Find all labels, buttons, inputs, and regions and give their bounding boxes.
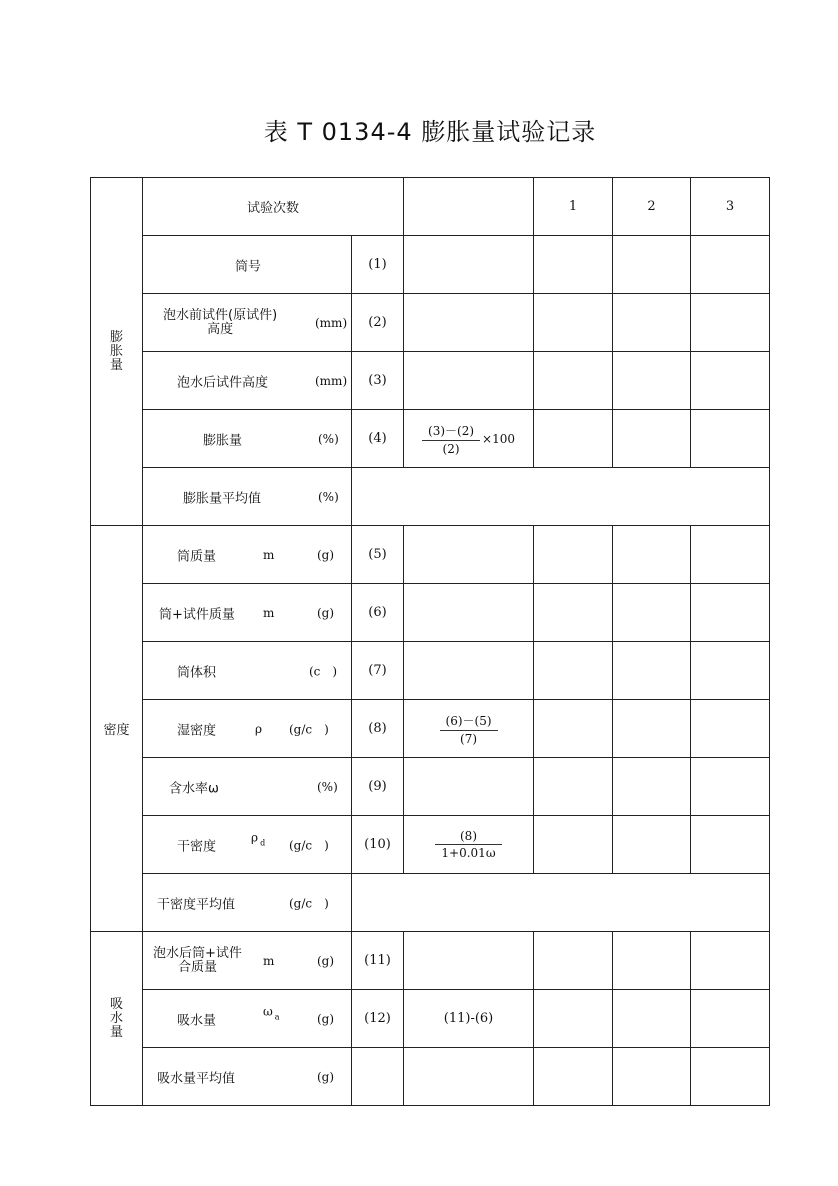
record-table <box>90 177 770 1106</box>
row-code: (12) <box>352 990 404 1048</box>
row-label: 筒号 <box>143 236 352 294</box>
row-code: (6) <box>352 584 404 642</box>
section-expansion <box>91 178 143 526</box>
row-label: 吸水量平均值 (g) <box>143 1048 352 1106</box>
table-row <box>91 526 770 584</box>
table-row <box>91 874 770 932</box>
row-label: 泡水前试件(原试件) 高度 (mm) <box>143 294 352 352</box>
section-density: 密度 <box>91 526 143 932</box>
average-cell[interactable] <box>352 468 770 526</box>
row-label: 含水率ω (%) <box>143 758 352 816</box>
table-row <box>91 700 770 758</box>
table-row <box>91 178 770 236</box>
table-row <box>91 642 770 700</box>
row-code: (10) <box>352 816 404 874</box>
row-code: (9) <box>352 758 404 816</box>
row-label: 膨胀量 (%) <box>143 410 352 468</box>
row-label: 吸水量 ω $_a$ (g) <box>143 990 352 1048</box>
header-label: 试验次数 <box>143 178 404 236</box>
row-label: 筒体积 (c ) <box>143 642 352 700</box>
trial-1: 1 <box>534 178 613 236</box>
row-code: (11) <box>352 932 404 990</box>
row-label: 泡水后试件高度 (mm) <box>143 352 352 410</box>
table-row <box>91 294 770 352</box>
table-row <box>91 816 770 874</box>
section-absorption <box>91 932 143 1106</box>
average-cell[interactable] <box>352 874 770 932</box>
table-row <box>91 468 770 526</box>
row-code: (8) <box>352 700 404 758</box>
formula-cell: (11)-(6) <box>404 990 534 1048</box>
trial-2: 2 <box>613 178 691 236</box>
table-row <box>91 410 770 468</box>
row-code: (2) <box>352 294 404 352</box>
table-row <box>91 1048 770 1106</box>
section-label-absorption: 吸 水 量 <box>109 996 123 1040</box>
table-row <box>91 758 770 816</box>
row-label: 干密度 ρ $_d$ (g/c ) <box>143 816 352 874</box>
page-title: 表 T 0134-4 膨胀量试验记录 <box>263 118 597 146</box>
row-label: 湿密度 ρ (g/c ) <box>143 700 352 758</box>
formula-cell: $\frac{(8)}{1+0.01\omega}$ <box>404 816 534 874</box>
trial-3: 3 <box>691 178 770 236</box>
formula-cell: $\frac{(6)-(5)}{(7)}$ <box>404 700 534 758</box>
row-label: 泡水后筒+试件 合质量 m (g) <box>143 932 352 990</box>
table-row <box>91 584 770 642</box>
section-label-expansion: 膨 胀 量 <box>109 329 123 373</box>
table-row <box>91 236 770 294</box>
row-label: 筒+试件质量 m (g) <box>143 584 352 642</box>
row-label: 膨胀量平均值 (%) <box>143 468 352 526</box>
row-code: (3) <box>352 352 404 410</box>
row-code: (1) <box>352 236 404 294</box>
table-row <box>91 990 770 1048</box>
row-code: (5) <box>352 526 404 584</box>
formula-cell: $\frac{(3)-(2)}{(2)}$ ×100 <box>404 410 534 468</box>
row-label: 干密度平均值 (g/c ) <box>143 874 352 932</box>
table-row <box>91 932 770 990</box>
row-code: (7) <box>352 642 404 700</box>
row-code: (4) <box>352 410 404 468</box>
table-row <box>91 352 770 410</box>
header-blank <box>404 178 534 236</box>
row-label: 筒质量 m (g) <box>143 526 352 584</box>
